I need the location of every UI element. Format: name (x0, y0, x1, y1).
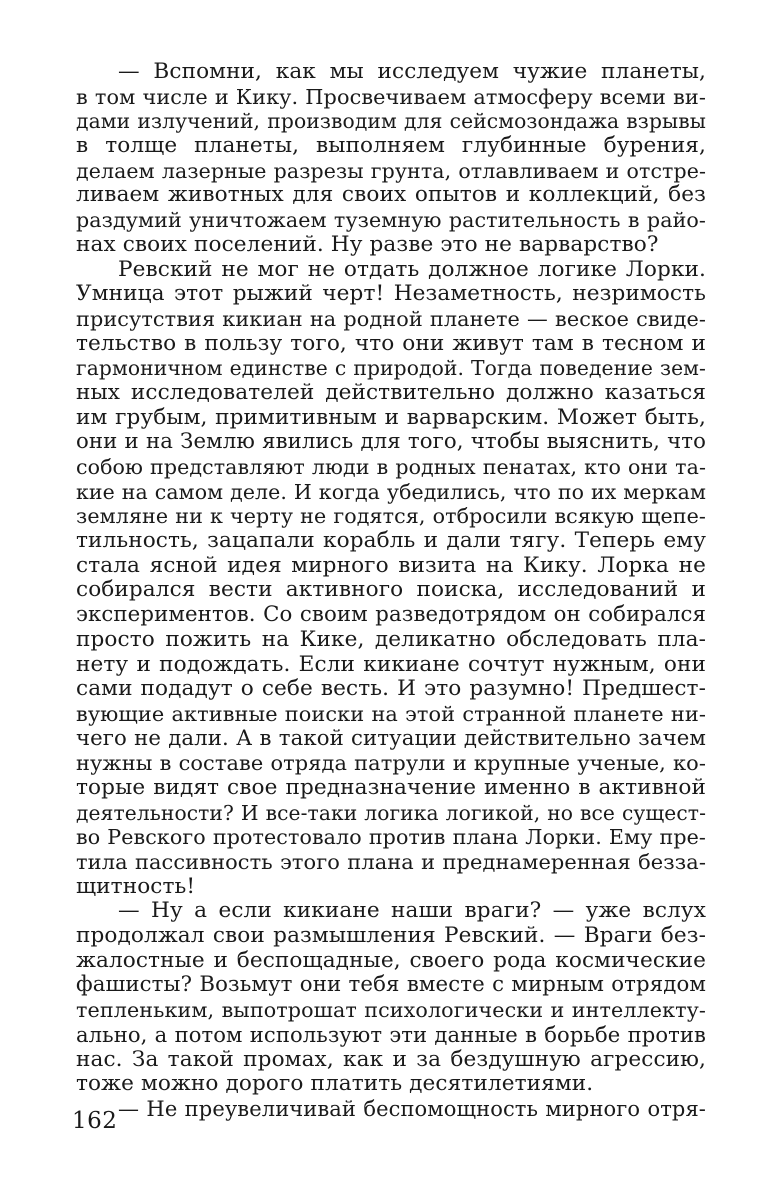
text-line: раздумий уничтожаем туземную растительность в райо- (76, 208, 706, 233)
text-line: тильность, зацапали корабль и дали тягу. Теперь ему (76, 528, 706, 554)
text-line: фашисты? Возьмут они тебя вместе с мирным отрядом (76, 972, 706, 998)
text-line: они и на Землю явились для того, чтобы выяснить, что (76, 429, 706, 455)
text-line: нету и подождать. Если кикиане сочтут нужным, они (76, 651, 706, 677)
text-line: присутствия кикиан на родной планете — веское свиде- (76, 306, 706, 331)
text-line: тоже можно дорого платить десятилетиями. (76, 1071, 594, 1097)
text-line: — Вспомни, как мы исследуем чужие планеты, (118, 59, 706, 84)
text-line: делаем лазерные разрезы грунта, отлавливаем и отстре- (76, 158, 706, 183)
text-line: тепленьким, выпотрошат психологически и интеллекту- (76, 998, 706, 1023)
text-line: жалостные и беспощадные, своего рода космические (76, 947, 706, 973)
text-line: в толще планеты, выполняем глубинные бурения, (76, 133, 706, 159)
text-line: нужны в составе отряда патрули и крупные ученые, ко- (76, 751, 706, 776)
page-text (76, 60, 706, 1122)
text-line: нах своих поселений. Ну разве это не варварство? (76, 231, 659, 257)
text-line: собирался вести активного поиска, исследований и (76, 577, 706, 603)
text-line: продолжал свои размышления Ревский. — Враги без- (76, 923, 706, 949)
text-line: экспериментов. Со своим разведотрядом он собирался (76, 602, 706, 628)
text-line: чего не дали. А в такой ситуации действительно зачем (76, 725, 706, 751)
text-line: сами подадут о себе весть. И это разумно! Предшест- (76, 676, 706, 702)
text-line: собою представляют люди в родных пенатах, кто они та- (76, 455, 706, 479)
text-line: просто пожить на Кике, деликатно обследовать пла- (76, 626, 706, 652)
text-line: Ревский не мог не отдать должное логике Лорки. (118, 256, 706, 282)
text-line: торые видят свое предназначение именно в активной (76, 774, 706, 800)
text-line: щитность! (76, 873, 196, 899)
text-line: вующие активные поиски на этой странной планете ни- (76, 701, 706, 726)
text-line: Умница этот рыжий черт! Незаметность, незримость (76, 281, 706, 307)
text-line: стала ясной идея мирного визита на Кику. Лорка не (76, 552, 706, 578)
text-line: ливаем животных для своих опытов и коллекций, без (76, 182, 706, 208)
page-number: 162 (72, 1108, 118, 1134)
text-line: — Ну а если кикиане наши враги? — уже вслух (118, 898, 706, 924)
text-line: кие на самом деле. И когда убедились, что по их меркам (76, 479, 706, 504)
text-line: — Не преувеличивай беспомощность мирного отря- (118, 1096, 706, 1121)
text-line: тельство в пользу того, что они живут там в тесном и (76, 330, 706, 356)
text-line: тила пассивность этого плана и преднамеренная безза- (76, 850, 706, 874)
text-line: деятельности? И все-таки логика логикой, но все сущест- (76, 800, 706, 825)
text-line: ных исследователей действительно должно казаться (76, 379, 706, 405)
text-line: им грубым, примитивным и варварским. Может быть, (76, 404, 706, 430)
text-line: дами излучений, производим для сейсмозондажа взрывы (76, 109, 706, 134)
text-line: земляне ни к черту не годятся, отбросили всякую щепе- (76, 504, 706, 529)
text-line: гармоничном единстве с природой. Тогда поведение зем- (76, 356, 706, 381)
text-line: ально, а потом используют эти данные в борьбе против (76, 1021, 706, 1047)
text-line: нас. За такой промах, как и за бездушную агрессию, (76, 1046, 706, 1072)
text-line: во Ревского протестовало против плана Лорки. Ему пре- (76, 825, 706, 850)
text-line: в том числе и Кику. Просвечиваем атмосферу всеми ви- (76, 84, 706, 109)
